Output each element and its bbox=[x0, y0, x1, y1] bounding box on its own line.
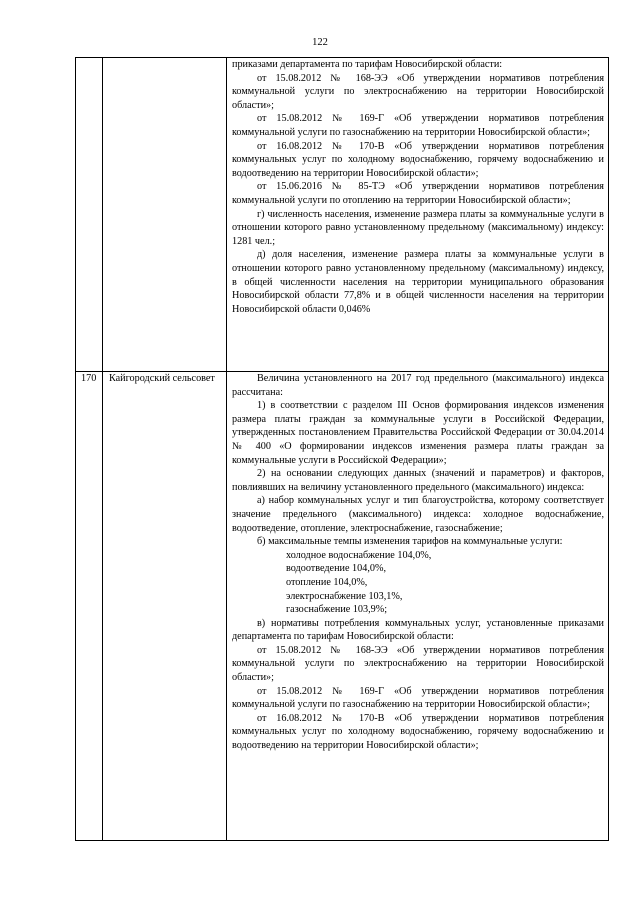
paragraph: 2) на основании следующих данных (значений и параметров) и факторов, повлиявших на величину установленного предельного (максимального) индекса: bbox=[232, 468, 604, 493]
paragraph: от 15.08.2012 № 168-ЭЭ «Об утверждении нормативов потребления коммунальной услуги по электроснабжению на территории Новосибирской области»; bbox=[232, 644, 604, 684]
paragraph: а) набор коммунальных услуг и тип благоустройства, которому соответствует значение предельного (максимального) индекса: холодное водоснабжение, водоотведение, отопление, электроснабжение, газоснабжение; bbox=[232, 495, 604, 534]
paragraph: 1) в соответствии с разделом III Основ формирования индексов изменения размера платы граждан за коммунальные услуги в Российской Федерации, утвержденных постановлением Правительства Российской Федерации от 30.04.2014 № 400 «О формировании индексов изменения размера платы граждан за коммунальные услуги в Российской Федерации»; bbox=[232, 400, 604, 466]
description-cell bbox=[227, 372, 609, 841]
page-number: 122 bbox=[312, 37, 328, 48]
paragraph: приказами департамента по тарифам Новосибирской области: bbox=[232, 59, 503, 70]
paragraph: от 16.08.2012 № 170-В «Об утверждении нормативов потребления коммунальных услуг по холодному водоснабжению, горячему водоснабжению и водоотведению на территории Новосибирской области»; bbox=[232, 140, 604, 179]
tariff-item: газоснабжение 103,9%; bbox=[286, 604, 388, 616]
description-cell bbox=[227, 58, 609, 372]
paragraph: от 15.08.2012 № 168-ЭЭ «Об утверждении нормативов потребления коммунальной услуги по электроснабжению на территории Новосибирской области»; bbox=[232, 72, 604, 111]
municipality-name-cell bbox=[103, 58, 227, 372]
paragraph: в) нормативы потребления коммунальных услуг, установленные приказами департамента по тарифам Новосибирской области: bbox=[232, 617, 604, 643]
tariff-index-table bbox=[75, 57, 609, 841]
paragraph: Величина установленного на 2017 год предельного (максимального) индекса рассчитана: bbox=[232, 373, 604, 398]
row-number-cell bbox=[76, 58, 103, 372]
paragraph: от 15.06.2016 № 85-ТЭ «Об утверждении нормативов потребления коммунальной услуги по отоплению на территории Новосибирской области»; bbox=[232, 181, 604, 206]
tariff-item: электроснабжение 103,1%, bbox=[286, 590, 403, 602]
paragraph: от 15.08.2012 № 169-Г «Об утверждении нормативов потребления коммунальной услуги по газоснабжению на территории Новосибирской области»; bbox=[232, 113, 604, 138]
table-row bbox=[76, 58, 609, 372]
municipality-name-cell: Кайгородский сельсовет bbox=[103, 372, 227, 841]
paragraph: от 16.08.2012 № 170-В «Об утверждении нормативов потребления коммунальных услуг по холодному водоснабжению, горячему водоснабжению и водоотведению на территории Новосибирской области»; bbox=[232, 712, 604, 752]
paragraph: д) доля населения, изменение размера платы за коммунальные услуги в отношении которого равно установленному предельному (максимальному) индексу, в общей численности населения на территории муниципального образования Новосибирской области 77,8% и в общей численности населения на территории Новосибирской области 0,046% bbox=[232, 249, 604, 315]
paragraph: г) численность населения, изменение размера платы за коммунальные услуги в отношении которого равно установленному предельному (максимальному) индексу: 1281 чел.; bbox=[232, 208, 604, 247]
paragraph: от 15.08.2012 № 169-Г «Об утверждении нормативов потребления коммунальной услуги по газоснабжению на территории Новосибирской области»; bbox=[232, 685, 604, 711]
table-row bbox=[76, 372, 609, 841]
tariff-item: холодное водоснабжение 104,0%, bbox=[286, 549, 432, 561]
paragraph: б) максимальные темпы изменения тарифов на коммунальные услуги: bbox=[257, 536, 563, 548]
tariff-item: отопление 104,0%, bbox=[286, 576, 368, 588]
tariff-item: водоотведение 104,0%, bbox=[286, 563, 386, 575]
row-number-cell: 170 bbox=[76, 372, 103, 841]
